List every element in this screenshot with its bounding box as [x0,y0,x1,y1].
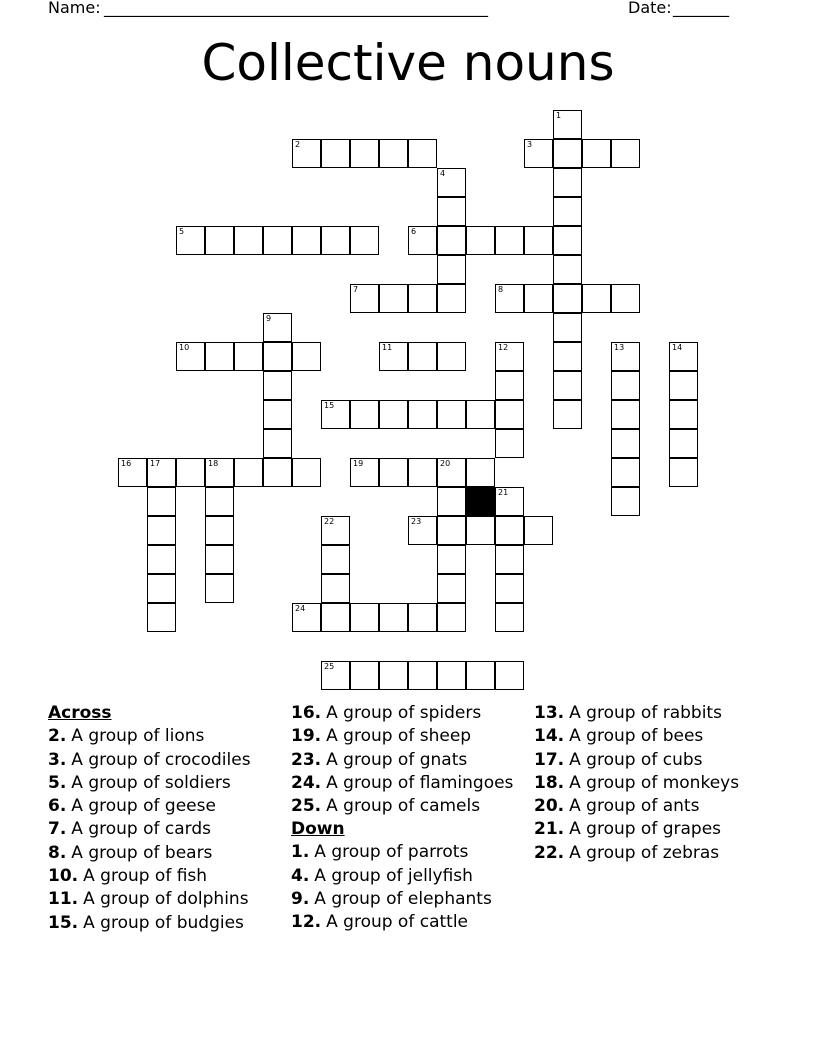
crossword-cell[interactable] [437,661,466,690]
crossword-cell[interactable] [147,545,176,574]
clue-text: A group of soldiers [71,772,231,793]
name-field[interactable]: ________________________________________________ [104,0,488,17]
crossword-cell[interactable] [408,400,437,429]
crossword-cell[interactable] [437,284,466,313]
crossword-cell[interactable] [466,661,495,690]
crossword-cell[interactable] [553,342,582,371]
crossword-cell[interactable] [553,110,582,139]
crossword-cell[interactable] [553,197,582,226]
crossword-cell[interactable] [176,342,205,371]
clue-number: 22. [534,842,565,863]
cell-number: 16 [121,459,132,468]
clue-column-2 [291,702,531,935]
crossword-cell[interactable] [553,313,582,342]
crossword-cell[interactable] [205,487,234,516]
crossword-cell[interactable] [582,139,611,168]
crossword-cell[interactable] [669,371,698,400]
clue-item [48,912,288,935]
crossword-cell[interactable] [495,661,524,690]
clue-item [48,865,288,888]
clue-text: A group of monkeys [569,772,740,793]
clue-number: 9. [291,889,310,910]
crossword-cell[interactable] [437,516,466,545]
crossword-cell[interactable] [379,342,408,371]
crossword-cell[interactable] [350,458,379,487]
crossword-cell[interactable] [379,400,408,429]
crossword-cell[interactable] [582,284,611,313]
clue-text: A group of parrots [314,842,469,863]
crossword-cell[interactable] [553,400,582,429]
clue-column-1 [48,702,288,935]
cell-number: 22 [324,517,335,526]
crossword-cell[interactable] [437,603,466,632]
crossword-cell[interactable] [437,342,466,371]
clue-number: 4. [291,865,310,886]
clue-number: 7. [48,819,67,840]
crossword-cell[interactable] [611,487,640,516]
crossword-cell[interactable] [147,603,176,632]
clue-text: A group of elephants [314,889,492,910]
clue-text: A group of geese [71,796,216,817]
crossword-black-cell [466,487,495,516]
cell-number: 19 [353,459,364,468]
clue-number: 24. [291,772,322,793]
crossword-cell[interactable] [321,545,350,574]
crossword-cell[interactable] [437,226,466,255]
crossword-cell[interactable] [379,458,408,487]
clue-text: A group of fish [83,866,208,887]
crossword-cell[interactable] [321,400,350,429]
cell-number: 25 [324,662,335,671]
crossword-cell[interactable] [495,371,524,400]
clue-item [291,772,531,795]
cell-number: 13 [614,343,625,352]
crossword-cell[interactable] [321,661,350,690]
crossword-cell[interactable] [147,458,176,487]
clue-text: A group of rabbits [569,703,722,723]
clue-item [291,911,531,934]
cell-number: 12 [498,343,509,352]
clue-item [291,702,531,725]
clue-item [48,795,288,818]
clue-text: A group of jellyfish [314,865,473,886]
crossword-cell[interactable] [495,574,524,603]
crossword-cell[interactable] [669,400,698,429]
crossword-cell[interactable] [263,429,292,458]
cell-number: 7 [353,285,359,294]
clue-number: 21. [534,819,565,840]
crossword-cell[interactable] [408,139,437,168]
cell-number: 2 [295,140,301,149]
clue-number: 15. [48,912,79,933]
clue-number: 13. [534,703,565,723]
cell-number: 9 [266,314,272,323]
crossword-cell[interactable] [263,226,292,255]
crossword-cell[interactable] [321,603,350,632]
clue-text: A group of cattle [326,912,469,933]
crossword-cell[interactable] [437,168,466,197]
clue-number: 12. [291,912,322,933]
crossword-cell[interactable] [495,400,524,429]
clue-text: A group of gnats [326,749,468,770]
clue-text: A group of cards [71,819,211,840]
cell-number: 8 [498,285,504,294]
crossword-cell[interactable] [611,458,640,487]
crossword-cell[interactable] [669,429,698,458]
clue-item [291,841,531,864]
crossword-cell[interactable] [263,400,292,429]
crossword-cell[interactable] [524,516,553,545]
crossword-cell[interactable] [147,516,176,545]
crossword-cell[interactable] [321,516,350,545]
crossword-cell[interactable] [495,429,524,458]
clue-item [48,842,288,865]
clue-number: 8. [48,842,67,863]
crossword-cell[interactable] [437,487,466,516]
name-label: Name: [48,0,101,17]
crossword-cell[interactable] [611,429,640,458]
crossword-cell[interactable] [263,342,292,371]
cell-number: 4 [440,169,446,178]
cell-number: 24 [295,604,306,613]
crossword-cell[interactable] [379,603,408,632]
crossword-cell[interactable] [524,226,553,255]
clue-column-3 [534,702,774,865]
crossword-cell[interactable] [408,516,437,545]
cell-number: 23 [411,517,422,526]
crossword-cell[interactable] [669,342,698,371]
crossword-cell[interactable] [234,342,263,371]
clue-number: 23. [291,749,322,770]
crossword-cell[interactable] [437,400,466,429]
crossword-cell[interactable] [292,139,321,168]
crossword-cell[interactable] [263,313,292,342]
crossword-cell[interactable] [408,226,437,255]
clue-item [534,842,774,865]
crossword-cell[interactable] [553,139,582,168]
down-heading: Down [291,819,345,840]
crossword-cell[interactable] [350,661,379,690]
clue-item [48,818,288,841]
crossword-cell[interactable] [176,226,205,255]
crossword-cell[interactable] [408,342,437,371]
clue-text: A group of ants [569,796,700,817]
crossword-cell[interactable] [495,226,524,255]
crossword-cell[interactable] [263,371,292,400]
crossword-cell[interactable] [611,371,640,400]
cell-number: 21 [498,488,509,497]
crossword-cell[interactable] [495,603,524,632]
crossword-cell[interactable] [553,168,582,197]
clue-text: A group of crocodiles [71,749,251,770]
crossword-cell[interactable] [118,458,147,487]
crossword-cell[interactable] [611,284,640,313]
crossword-cell[interactable] [350,139,379,168]
crossword-cell[interactable] [379,284,408,313]
crossword-cell[interactable] [379,139,408,168]
clue-item [534,749,774,772]
crossword-cell[interactable] [292,458,321,487]
clue-number: 11. [48,889,79,910]
crossword-cell[interactable] [466,516,495,545]
crossword-cell[interactable] [408,661,437,690]
crossword-cell[interactable] [524,284,553,313]
clue-text: A group of grapes [569,819,722,840]
clue-text: A group of sheep [326,726,472,747]
crossword-cell[interactable] [553,226,582,255]
clue-number: 25. [291,795,322,816]
cell-number: 14 [672,343,683,352]
crossword-cell[interactable] [205,545,234,574]
clue-number: 2. [48,726,67,747]
cell-number: 11 [382,343,393,352]
cell-number: 15 [324,401,335,410]
crossword-cell[interactable] [350,603,379,632]
crossword-cell[interactable] [292,603,321,632]
crossword-cell[interactable] [205,458,234,487]
crossword-cell[interactable] [524,139,553,168]
clue-text: A group of zebras [569,842,720,863]
clue-number: 20. [534,796,565,817]
crossword-cell[interactable] [495,284,524,313]
clue-item [534,702,774,725]
crossword-cell[interactable] [495,487,524,516]
clue-item [291,749,531,772]
clue-item [291,725,531,748]
crossword-cell[interactable] [553,371,582,400]
clue-number: 17. [534,749,565,770]
crossword-cell[interactable] [176,458,205,487]
clue-number: 6. [48,796,67,817]
crossword-cell[interactable] [263,458,292,487]
clue-text: A group of flamingoes [326,772,514,793]
clue-text: A group of lions [71,726,205,747]
clue-number: 18. [534,772,565,793]
clue-item [291,795,531,818]
crossword-cell[interactable] [379,661,408,690]
cell-number: 20 [440,459,451,468]
cell-number: 17 [150,459,161,468]
crossword-cell[interactable] [292,226,321,255]
crossword-cell[interactable] [350,400,379,429]
crossword-cell[interactable] [495,342,524,371]
clue-item [534,725,774,748]
crossword-cell[interactable] [321,226,350,255]
cell-number: 6 [411,227,417,236]
clue-item [48,725,288,748]
date-label: Date: [628,0,672,17]
clue-number: 3. [48,749,67,770]
clue-number: 19. [291,726,322,747]
clue-text: A group of dolphins [83,889,249,910]
clue-number: 1. [291,842,310,863]
clue-number: 10. [48,866,79,887]
crossword-cell[interactable] [321,139,350,168]
clue-text: A group of camels [326,795,481,816]
crossword-cell[interactable] [147,574,176,603]
clue-number: 16. [291,703,322,723]
crossword-cell[interactable] [234,458,263,487]
clue-item [48,749,288,772]
clue-item [48,772,288,795]
crossword-cell[interactable] [495,545,524,574]
crossword-cell[interactable] [205,342,234,371]
crossword-cell[interactable] [350,226,379,255]
crossword-cell[interactable] [437,574,466,603]
cell-number: 10 [179,343,190,352]
across-heading: Across [48,703,112,723]
clue-text: A group of cubs [569,749,703,770]
clue-text: A group of bees [569,726,704,747]
crossword-cell[interactable] [408,603,437,632]
crossword-cell[interactable] [408,284,437,313]
date-field[interactable]: _______ [673,0,729,17]
crossword-cell[interactable] [611,139,640,168]
crossword-cell[interactable] [466,458,495,487]
crossword-cell[interactable] [147,487,176,516]
clue-item [291,888,531,911]
cell-number: 18 [208,459,219,468]
crossword-cell[interactable] [205,516,234,545]
crossword-cell[interactable] [553,284,582,313]
clue-item [291,865,531,888]
clue-item [534,772,774,795]
crossword-cell[interactable] [437,197,466,226]
clue-item [48,888,288,911]
clue-number: 14. [534,726,565,747]
crossword-cell[interactable] [466,400,495,429]
cell-number: 3 [527,140,533,149]
crossword-cell[interactable] [408,458,437,487]
crossword-cell[interactable] [234,226,263,255]
clue-number: 5. [48,772,67,793]
crossword-cell[interactable] [495,516,524,545]
page-title: Collective nouns [201,34,615,92]
clue-item [534,818,774,841]
clue-text: A group of budgies [83,912,244,933]
crossword-cell[interactable] [466,226,495,255]
crossword-cell[interactable] [553,255,582,284]
crossword-cell[interactable] [437,545,466,574]
crossword-cell[interactable] [611,400,640,429]
crossword-cell[interactable] [437,458,466,487]
crossword-cell[interactable] [669,458,698,487]
crossword-cell[interactable] [350,284,379,313]
crossword-cell[interactable] [205,574,234,603]
crossword-cell[interactable] [205,226,234,255]
crossword-cell[interactable] [321,574,350,603]
cell-number: 1 [556,111,562,120]
clue-text: A group of spiders [326,703,482,723]
clue-item [534,795,774,818]
crossword-cell[interactable] [611,342,640,371]
cell-number: 5 [179,227,185,236]
clue-text: A group of bears [71,842,213,863]
crossword-cell[interactable] [292,342,321,371]
crossword-cell[interactable] [437,255,466,284]
